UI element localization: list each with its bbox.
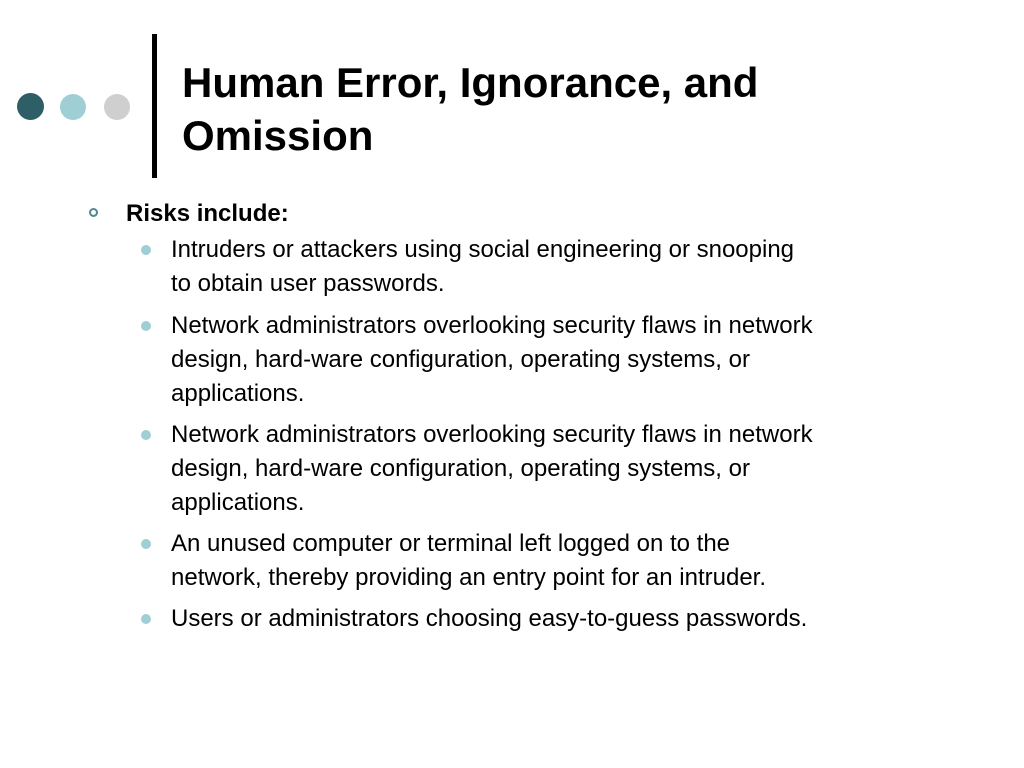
bullet-dot-icon <box>141 614 151 624</box>
list-item-line: Network administrators overlooking security flaws in network <box>171 312 813 339</box>
list-item-line: to obtain user passwords. <box>171 270 445 297</box>
risks-heading: Risks include: <box>126 200 289 227</box>
bullet-dot-icon <box>141 539 151 549</box>
list-item-line: Intruders or attackers using social engineering or snooping <box>171 236 795 263</box>
list-item <box>171 233 941 301</box>
list-item <box>171 602 941 636</box>
list-item <box>171 527 941 595</box>
slide-title <box>182 56 982 162</box>
list-item <box>171 418 941 520</box>
list-item-line: design, hard-ware configuration, operating systems, or <box>171 455 750 482</box>
list-item-line: applications. <box>171 380 305 407</box>
list-item <box>171 309 941 411</box>
hollow-circle-bullet-icon <box>89 208 98 217</box>
list-item-line: An unused computer or terminal left logged on to the <box>171 530 731 557</box>
list-item-line: Network administrators overlooking security flaws in network <box>171 421 813 448</box>
slide-title-line: Human Error, Ignorance, and <box>182 59 759 106</box>
decorative-dot-light <box>104 94 130 120</box>
list-item-line: Users or administrators choosing easy-to-guess passwords. <box>171 605 808 632</box>
list-item-line: design, hard-ware configuration, operating systems, or <box>171 346 750 373</box>
slide-title-line: Omission <box>182 112 374 159</box>
decorative-dot-mid <box>60 94 86 120</box>
bullet-dot-icon <box>141 245 151 255</box>
list-item-line: network, thereby providing an entry point for an intruder. <box>171 564 767 591</box>
list-item-line: applications. <box>171 489 305 516</box>
title-divider <box>152 34 157 178</box>
bullet-dot-icon <box>141 321 151 331</box>
bullet-dot-icon <box>141 430 151 440</box>
decorative-dot-dark <box>17 93 44 120</box>
